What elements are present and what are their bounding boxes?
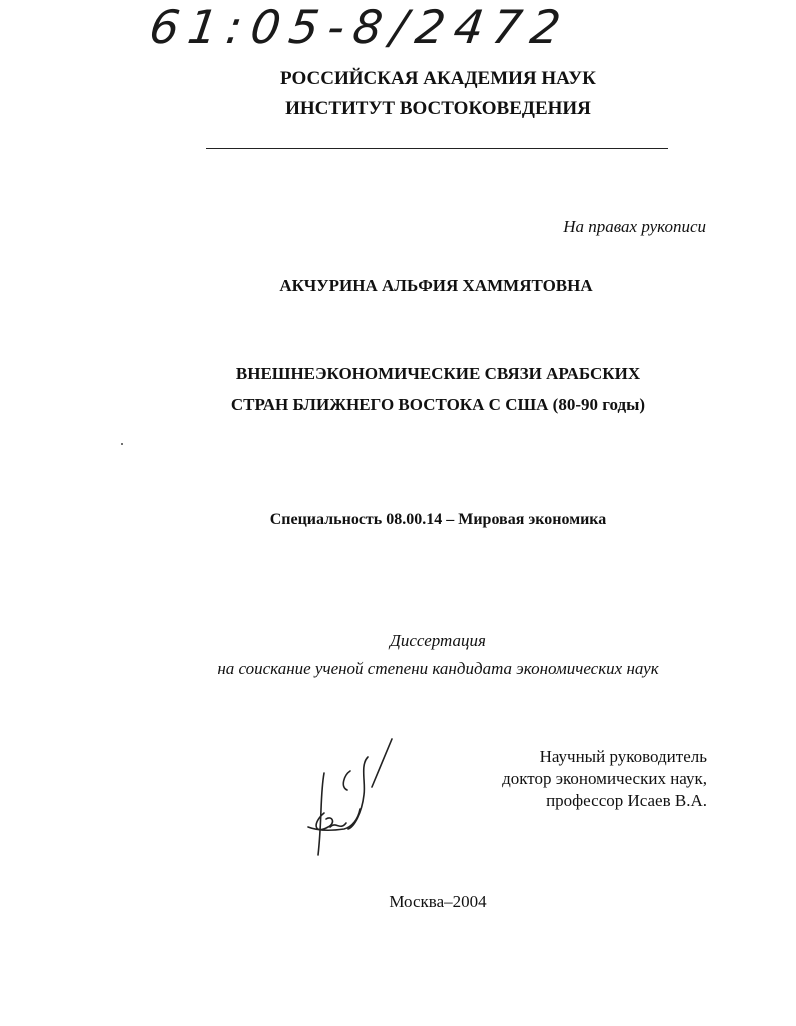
supervisor-degree: доктор экономических наук, bbox=[502, 769, 707, 788]
city-year: Москва–2004 bbox=[389, 892, 487, 911]
supervisor-name: профессор Исаев В.А. bbox=[546, 791, 707, 810]
institution-line-2: ИНСТИТУТ ВОСТОКОВЕДЕНИЯ bbox=[285, 98, 591, 119]
dissertation-title-line-1: ВНЕШНЕЭКОНОМИЧЕСКИЕ СВЯЗИ АРАБСКИХ bbox=[235, 364, 641, 383]
dissertation-title-line-2: СТРАН БЛИЖНЕГО ВОСТОКА С США (80-90 годы) bbox=[230, 395, 646, 414]
supervisor-block bbox=[450, 746, 707, 812]
supervisor-role: Научный руководитель bbox=[539, 747, 707, 766]
handwritten-archive-number: 61:05-8/2472 bbox=[146, 0, 573, 54]
work-type: Диссертация bbox=[390, 631, 486, 650]
rights-note: На правах рукописи bbox=[563, 217, 706, 236]
institution-line-1: РОССИЙСКАЯ АКАДЕМИЯ НАУК bbox=[280, 68, 596, 89]
specialty: Специальность 08.00.14 – Мировая экономика bbox=[269, 511, 607, 528]
signature bbox=[300, 735, 410, 860]
author-name: АКЧУРИНА АЛЬФИЯ ХАММЯТОВНА bbox=[279, 276, 593, 295]
header-divider bbox=[206, 148, 668, 149]
degree-sought: на соискание ученой степени кандидата экономических наук bbox=[217, 659, 659, 678]
scan-speck bbox=[121, 443, 123, 445]
